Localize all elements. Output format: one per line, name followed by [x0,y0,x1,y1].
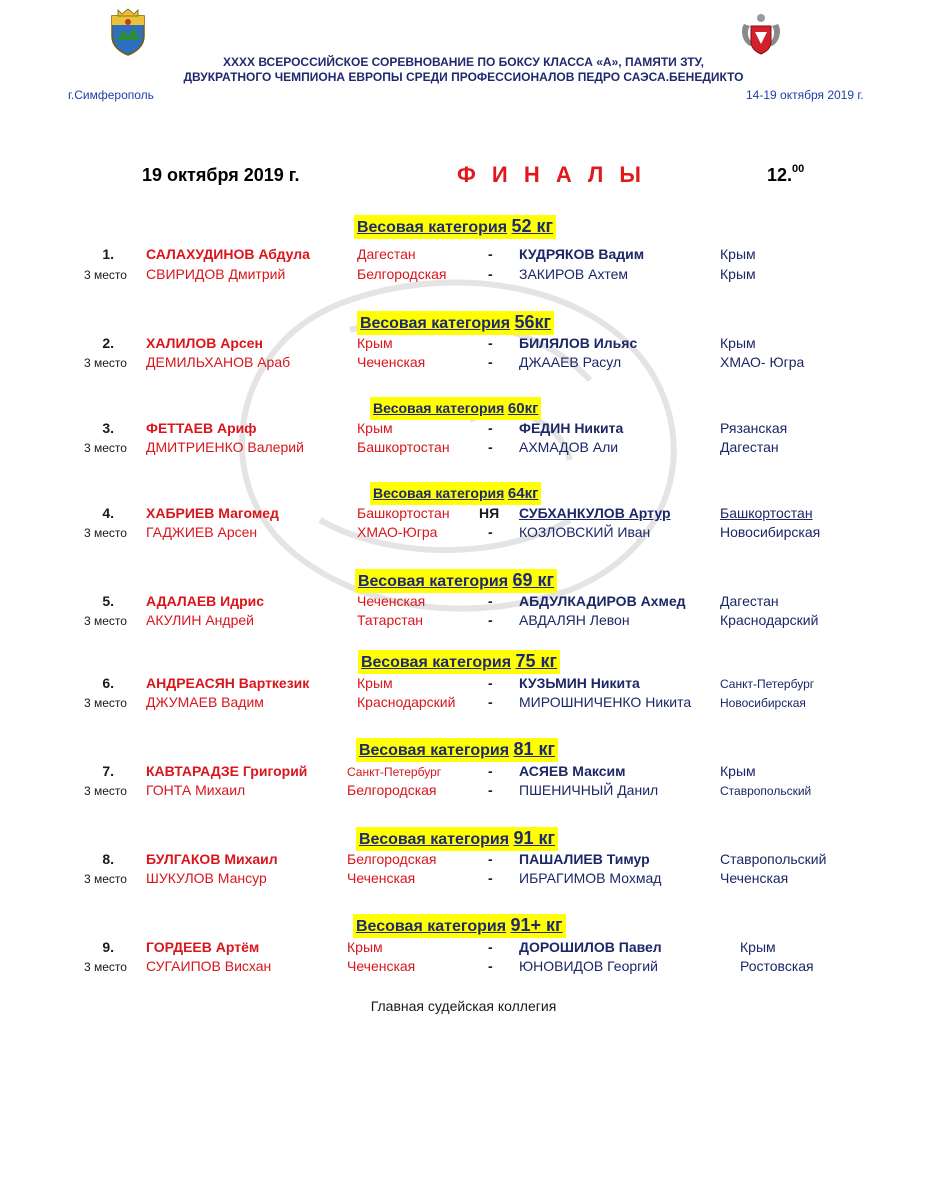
final-separator: - [488,675,493,691]
final-blue-region: Крым [720,763,756,779]
competition-title-line-2: ДВУКРАТНОГО ЧЕМПИОНА ЕВРОПЫ СРЕДИ ПРОФЕССИОНАЛОВ ПЕДРО САЭСА.БЕНЕДИКТО [183,70,744,84]
final-red-region: Санкт-Петербург [347,765,442,779]
bronze-place-label: 3 место [84,784,127,798]
weight-category-value: 56кг [514,312,552,332]
final-red-region: Чеченская [357,593,426,609]
bronze-separator: - [488,694,493,710]
bronze-red-boxer: ДЕМИЛЬХАНОВ Араб [146,354,291,370]
bronze-blue-boxer: ДЖААЕВ Расул [519,354,622,370]
final-blue-boxer: БИЛЯЛОВ Ильяс [519,335,638,351]
weight-category-value: 52 кг [511,216,554,236]
bronze-blue-boxer: ПШЕНИЧНЫЙ Данил [519,782,659,798]
bronze-place-label: 3 место [84,356,127,370]
final-red-boxer: ХАЛИЛОВ Арсен [146,335,263,351]
final-blue-boxer: КУЗЬМИН Никита [519,675,640,691]
weight-category-value: 75 кг [515,651,558,671]
final-red-boxer: САЛАХУДИНОВ Абдула [146,246,310,262]
bronze-place-label: 3 место [84,441,127,455]
bout-number: 9. [102,939,114,955]
bronze-red-boxer: ДМИТРИЕНКО Валерий [146,439,304,455]
final-red-boxer: ФЕТТАЕВ Ариф [146,420,257,436]
final-blue-region: Крым [720,335,756,351]
final-red-region: Крым [347,939,383,955]
bronze-red-boxer: СВИРИДОВ Дмитрий [146,266,286,282]
competition-title-line-1: ХХХХ ВСЕРОССИЙСКОЕ СОРЕВНОВАНИЕ ПО БОКСУ КЛАССА «А», ПАМЯТИ ЗТУ, [223,55,704,69]
session-title: Ф И Н А Л Ы [457,162,646,187]
final-red-boxer: АНДРЕАСЯН Варткезик [146,675,310,691]
bronze-red-region: Чеченская [357,354,426,370]
weight-category-value: 91 кг [513,828,556,848]
bronze-blue-boxer: ИБРАГИМОВ Мохмад [519,870,662,886]
weight-category-value: 64кг [507,485,539,502]
weight-category-label [356,827,558,851]
bronze-red-boxer: ШУКУЛОВ Мансур [146,870,267,886]
weight-category-label [354,215,556,239]
weight-category-value: 91+ кг [510,915,563,935]
weight-category-label [355,569,557,593]
bronze-separator: - [488,612,493,628]
session-time [767,165,804,186]
bronze-red-region: ХМАО-Югра [357,524,438,540]
bout-number: 4. [102,505,114,521]
bronze-separator: - [488,354,493,370]
bout-number: 7. [102,763,114,779]
bronze-red-region: Чеченская [347,958,416,974]
bout-number: 8. [102,851,114,867]
bronze-blue-boxer: ЗАКИРОВ Ахтем [519,266,629,282]
session-time-minutes: 00 [792,163,805,175]
boxing-federation-emblem-icon [738,10,784,58]
bronze-blue-region: Дагестан [720,439,779,455]
session-time-hours: 12. [767,165,793,185]
final-red-region: Крым [357,675,393,691]
bout-number: 3. [102,420,114,436]
weight-category-value: 60кг [507,400,539,417]
bronze-blue-boxer: АВДАЛЯН Левон [519,612,630,628]
final-separator: - [488,763,493,779]
final-blue-region: Санкт-Петербург [720,677,815,691]
final-red-region: Крым [357,420,393,436]
bronze-red-region: Белгородская [357,266,447,282]
bronze-separator: - [488,524,493,540]
bronze-blue-region: Новосибирская [720,696,806,710]
bronze-red-region: Татарстан [357,612,424,628]
bronze-blue-boxer: КОЗЛОВСКИЙ Иван [519,524,651,540]
final-blue-boxer: ФЕДИН Никита [519,420,624,436]
bronze-red-boxer: СУГАИПОВ Висхан [146,958,272,974]
session-date: 19 октября 2019 г. [142,165,300,185]
final-blue-boxer: КУДРЯКОВ Вадим [519,246,645,262]
bronze-red-boxer: ДЖУМАЕВ Вадим [146,694,264,710]
weight-category-label [370,397,541,420]
bronze-red-boxer: АКУЛИН Андрей [146,612,254,628]
bronze-place-label: 3 место [84,526,127,540]
final-blue-boxer: СУБХАНКУЛОВ Артур [519,505,671,521]
bronze-separator: - [488,958,493,974]
bronze-red-region: Краснодарский [357,694,456,710]
final-red-boxer: КАВТАРАДЗЕ Григорий [146,763,308,779]
bronze-blue-boxer: МИРОШНИЧЕНКО Никита [519,694,692,710]
bronze-blue-region: Крым [720,266,756,282]
bronze-blue-region: Ставропольский [720,784,812,798]
weight-category-text: Весовая категория [373,400,505,416]
final-red-boxer: БУЛГАКОВ Михаил [146,851,278,867]
final-blue-region: Рязанская [720,420,788,436]
final-blue-boxer: АБДУЛКАДИРОВ Ахмед [519,593,686,609]
bronze-separator: - [488,439,493,455]
weight-category-label [353,914,566,938]
weight-category-text: Весовая категория [357,219,508,236]
weight-category-text: Весовая категория [359,742,510,759]
final-blue-boxer: АСЯЕВ Максим [519,763,626,779]
weight-category-label [370,482,541,505]
final-separator: - [488,246,493,262]
bronze-separator: - [488,870,493,886]
bronze-place-label: 3 место [84,268,127,282]
weight-category-label [356,738,558,762]
final-red-region: Дагестан [357,246,416,262]
city-coat-of-arms-icon [108,8,148,56]
weight-category-text: Весовая категория [360,315,511,332]
bronze-separator: - [488,782,493,798]
final-blue-region: Дагестан [720,593,779,609]
final-red-boxer: ХАБРИЕВ Магомед [146,505,279,521]
final-red-region: Крым [357,335,393,351]
final-red-boxer: ГОРДЕЕВ Артём [146,939,260,955]
final-separator: НЯ [479,505,500,521]
bronze-blue-region: Краснодарский [720,612,819,628]
bout-number: 1. [102,246,114,262]
bronze-red-boxer: ГОНТА Михаил [146,782,246,798]
final-red-boxer: АДАЛАЕВ Идрис [146,593,265,609]
venue-city: г.Симферополь [68,88,154,102]
final-separator: - [488,939,493,955]
final-blue-region: Крым [740,939,776,955]
weight-category-text: Весовая категория [359,831,510,848]
final-separator: - [488,420,493,436]
bronze-blue-region: Чеченская [720,870,789,886]
bronze-red-region: Белгородская [347,782,437,798]
bronze-red-boxer: ГАДЖИЕВ Арсен [146,524,258,540]
final-separator: - [488,335,493,351]
final-separator: - [488,851,493,867]
weight-category-text: Весовая категория [358,573,509,590]
bronze-blue-boxer: ЮНОВИДОВ Георгий [519,958,658,974]
bronze-place-label: 3 место [84,960,127,974]
bronze-blue-region: Ростовская [740,958,814,974]
weight-category-text: Весовая категория [373,485,505,501]
weight-category-value: 69 кг [512,570,555,590]
bronze-blue-region: Новосибирская [720,524,821,540]
final-blue-region: Крым [720,246,756,262]
bronze-blue-region: ХМАО- Югра [720,354,805,370]
weight-category-label [358,650,560,674]
bronze-separator: - [488,266,493,282]
bout-number: 2. [102,335,114,351]
final-separator: - [488,593,493,609]
final-blue-boxer: ПАШАЛИЕВ Тимур [519,851,650,867]
final-blue-region: Башкортостан [720,505,813,521]
final-blue-region: Ставропольский [720,851,827,867]
bronze-red-region: Башкортостан [357,439,450,455]
final-red-region: Белгородская [347,851,437,867]
bronze-place-label: 3 место [84,872,127,886]
competition-dates: 14-19 октября 2019 г. [746,88,864,102]
bout-number: 5. [102,593,114,609]
bronze-place-label: 3 место [84,614,127,628]
weight-category-text: Весовая категория [361,654,512,671]
weight-category-label [357,311,554,335]
bout-number: 6. [102,675,114,691]
bronze-blue-boxer: АХМАДОВ Али [519,439,619,455]
weight-category-text: Весовая категория [356,918,507,935]
final-red-region: Башкортостан [357,505,450,521]
weight-category-value: 81 кг [513,739,556,759]
bronze-place-label: 3 место [84,696,127,710]
chief-judges-signature: Главная судейская коллегия [370,998,557,1014]
final-blue-boxer: ДОРОШИЛОВ Павел [519,939,662,955]
bronze-red-region: Чеченская [347,870,416,886]
